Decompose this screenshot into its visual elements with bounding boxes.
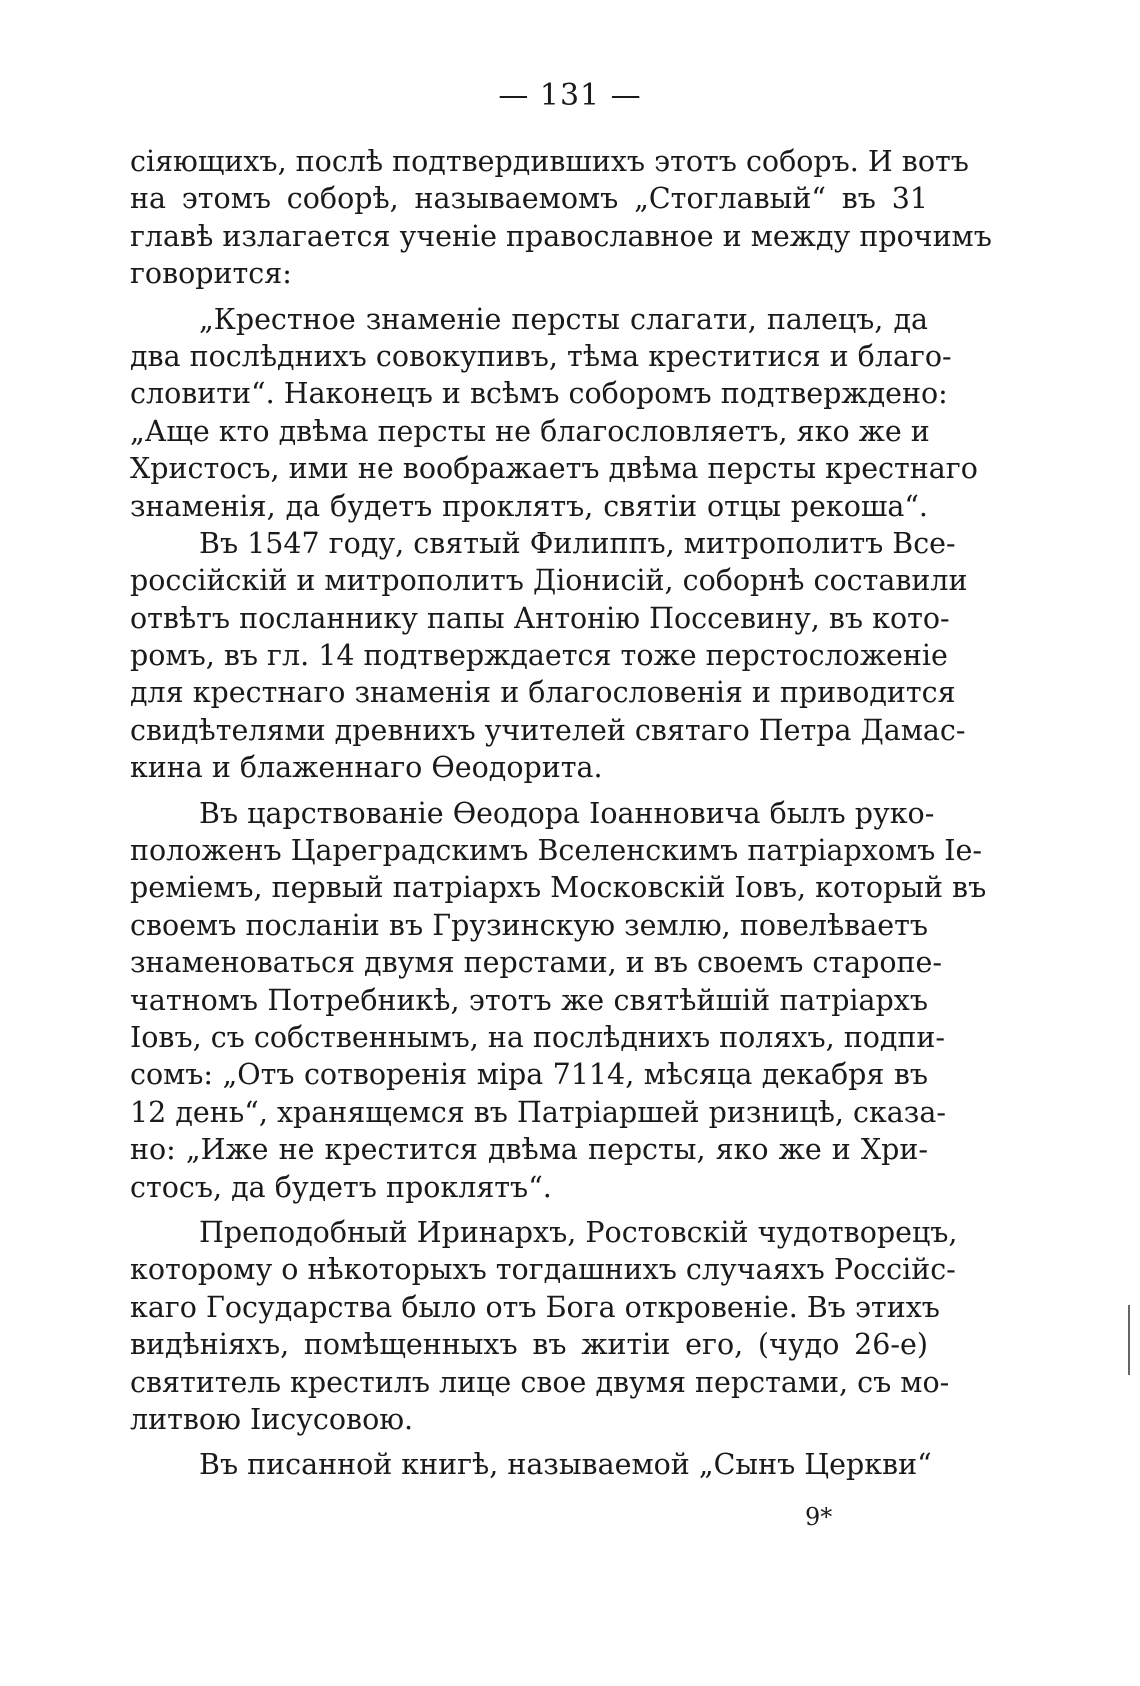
text-line: видѣніяхъ, помѣщенныхъ въ житіи его, (чудо 26-е) bbox=[130, 1328, 928, 1362]
text-line: Въ царствованіе Ѳеодора Іоанновича былъ руко- bbox=[199, 796, 935, 830]
body-text bbox=[130, 143, 992, 1484]
text-line: Христосъ, ими не воображаетъ двѣма персты крестнаго bbox=[130, 452, 978, 486]
text-line: кина и блаженнаго Ѳеодорита. bbox=[130, 751, 603, 785]
text-line: каго Государства было отъ Бога откровеніе. Въ этихъ bbox=[130, 1290, 940, 1324]
text-line: Преподобный Иринархъ, Ростовскій чудотворецъ, bbox=[199, 1215, 958, 1249]
text-line: для крестнаго знаменія и благословенія и приводится bbox=[130, 676, 956, 710]
text-line: „Крестное знаменіе персты слагати, палецъ, да bbox=[199, 302, 928, 336]
text-line: „Аще кто двѣма персты не благословляетъ, яко же и bbox=[130, 414, 930, 448]
signature-mark: 9* bbox=[805, 1503, 833, 1531]
text-line: но: „Иже не крестится двѣма персты, яко же и Хри- bbox=[130, 1133, 928, 1167]
margin-rule bbox=[1128, 1305, 1130, 1375]
text-line: свидѣтелями древнихъ учителей святаго Петра Дамас- bbox=[130, 713, 966, 747]
text-line: литвою Іисусовою. bbox=[130, 1402, 414, 1436]
text-line: на этомъ соборѣ, называемомъ „Стоглавый“ въ 31 bbox=[130, 182, 928, 216]
text-line: сіяющихъ, послѣ подтвердившихъ этотъ соборъ. И вотъ bbox=[130, 145, 969, 178]
text-line: сомъ: „Отъ сотворенія міра 7114, мѣсяца декабря въ bbox=[130, 1058, 928, 1092]
text-line: положенъ Цареградскимъ Вселенскимъ патріархомъ Іе- bbox=[130, 834, 983, 868]
text-line: Въ писанной книгѣ, называемой „Сынъ Церкви“ bbox=[199, 1448, 932, 1482]
text-line: чатномъ Потребникѣ, этотъ же святѣйшій патріархъ bbox=[130, 983, 928, 1017]
text-line: ромъ, въ гл. 14 подтверждается тоже перстосложеніе bbox=[130, 639, 948, 673]
text-line: россійскій и митрополитъ Діонисій, соборнѣ составили bbox=[130, 564, 968, 598]
text-line: знаменія, да будетъ проклятъ, святіи отцы рекоша“. bbox=[130, 489, 928, 523]
text-line: словити“. Наконецъ и всѣмъ соборомъ подтверждено: bbox=[130, 377, 948, 411]
page-number: — 131 — bbox=[498, 78, 642, 113]
text-line: стосъ, да будетъ проклятъ“. bbox=[130, 1170, 552, 1204]
text-line: отвѣтъ посланнику папы Антонію Поссевину, въ кото- bbox=[130, 601, 950, 635]
text-line: которому о нѣкоторыхъ тогдашнихъ случаяхъ Россійс- bbox=[130, 1253, 956, 1287]
text-line: своемъ посланіи въ Грузинскую землю, повелѣваетъ bbox=[130, 908, 928, 942]
text-line: Въ 1547 году, святый Филиппъ, митрополитъ Все- bbox=[199, 526, 956, 560]
text-line: Іовъ, съ собственнымъ, на послѣднихъ поляхъ, подпи- bbox=[130, 1020, 946, 1054]
text-line: святитель крестилъ лице свое двумя перстами, съ мо- bbox=[130, 1365, 950, 1399]
text-line: реміемъ, первый патріархъ Московскій Іовъ, который въ bbox=[130, 871, 987, 905]
text-line: знаменоваться двумя перстами, и въ своемъ старопе- bbox=[130, 946, 943, 980]
text-line: говорится: bbox=[130, 257, 292, 291]
text-line: 12 день“, хранящемся въ Патріаршей ризницѣ, сказа- bbox=[130, 1095, 946, 1129]
text-line: главѣ излагается ученіе православное и между прочимъ bbox=[130, 219, 992, 253]
text-line: два послѣднихъ совокупивъ, тѣма креститися и благо- bbox=[130, 339, 952, 373]
